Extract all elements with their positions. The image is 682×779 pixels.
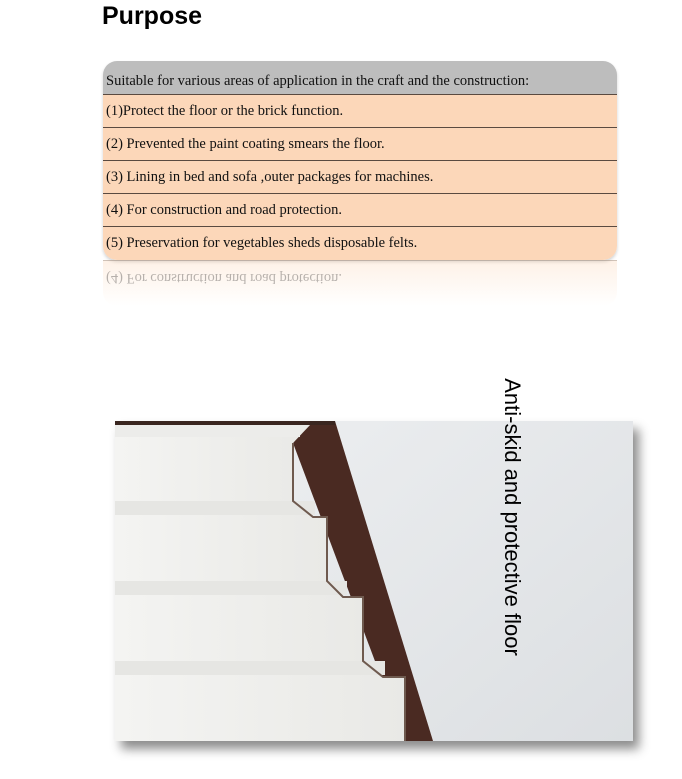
purpose-row: (2) Prevented the paint coating smears the floor. bbox=[103, 128, 617, 161]
staircase-photo bbox=[115, 421, 633, 741]
purpose-table-header: Suitable for various areas of application in the craft and the construction: bbox=[103, 61, 617, 95]
table-reflection bbox=[103, 260, 617, 306]
purpose-row: (1)Protect the floor or the brick function. bbox=[103, 95, 617, 128]
reflection-row: (4) For construction and road protection. bbox=[103, 260, 617, 294]
purpose-row: (4) For construction and road protection. bbox=[103, 194, 617, 227]
purpose-row: (5) Preservation for vegetables sheds disposable felts. bbox=[103, 227, 617, 260]
page-heading: Purpose bbox=[102, 2, 203, 30]
staircase-illustration bbox=[115, 421, 633, 741]
purpose-row: (3) Lining in bed and sofa ,outer packages for machines. bbox=[103, 161, 617, 194]
purpose-table bbox=[103, 61, 617, 260]
side-caption: Anti-skid and protective floor bbox=[500, 378, 525, 656]
